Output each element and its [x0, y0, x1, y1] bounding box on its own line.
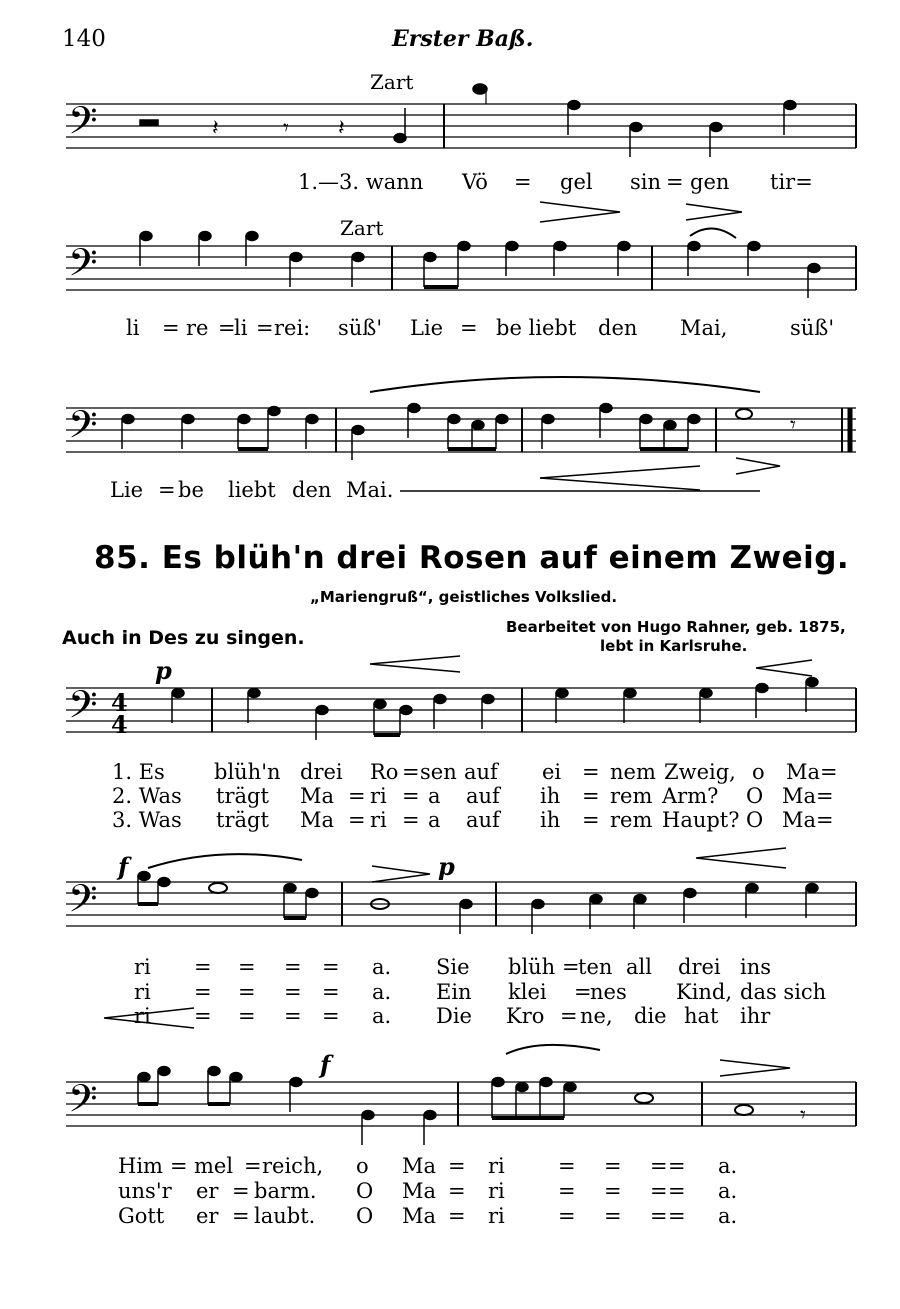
- dynamic-mark: f: [320, 1050, 331, 1079]
- svg-text:4: 4: [111, 688, 128, 717]
- arranger-credit: Bearbeitet von Hugo Rahner, geb. 1875,: [506, 618, 846, 636]
- verse-line: ri = = = = a. Die Kro = ne, die hat ihr: [134, 1004, 771, 1028]
- dynamic-mark: f: [118, 852, 129, 881]
- lyrics-system-2: li = re = li = rei: süß' Lie = be liebt den Mai, süß': [126, 316, 835, 340]
- staff-1: [66, 104, 856, 148]
- song-subtitle: „Mariengruß“, geistliches Volkslied.: [310, 588, 618, 606]
- verse-line: 1. Es blüh'n drei Ro = sen auf ei = nem Zweig, o Ma=: [112, 760, 838, 784]
- svg-text:𝄾: 𝄾: [790, 413, 796, 438]
- dynamic-mark: p: [438, 852, 455, 881]
- bass-clef-icon: 𝄢: [68, 240, 98, 294]
- bass-clef-icon: 𝄢: [68, 1076, 98, 1130]
- tempo-mark: Zart: [340, 216, 384, 240]
- svg-text:𝄽: 𝄽: [338, 116, 345, 141]
- staff-2: [66, 246, 856, 290]
- bass-clef-icon: 𝄢: [68, 402, 98, 456]
- verse-line: 2. Was trägt Ma = ri = a auf ih = rem Arm? O Ma=: [112, 784, 834, 808]
- rest-icon: [140, 120, 158, 125]
- verse-line: Gott er = laubt. O Ma = ri = = = = a.: [118, 1204, 738, 1228]
- bass-clef-icon: 𝄢: [68, 682, 98, 736]
- song-title: 85. Es blüh'n drei Rosen auf einem Zweig.: [94, 540, 850, 576]
- verse-line: uns'r er = barm. O Ma = ri = = = = a.: [118, 1179, 738, 1203]
- bass-clef-icon: 𝄢: [68, 876, 98, 930]
- verse-line: ri = = = = a. Ein klei = nes Kind, das sich: [134, 980, 827, 1004]
- svg-text:𝄾: 𝄾: [283, 116, 289, 141]
- tempo-mark: Zart: [370, 70, 414, 94]
- bass-clef-icon: 𝄢: [68, 98, 98, 152]
- arranger-location: lebt in Karlsruhe.: [600, 637, 748, 655]
- verse-line: Him = mel = reich, o Ma = ri = = = = a.: [118, 1154, 738, 1178]
- svg-text:𝄽: 𝄽: [212, 116, 219, 141]
- staff-6: [66, 1082, 856, 1126]
- lyrics-system-1: 1.—3. wann Vö = gel sin = gen tir=: [298, 170, 813, 194]
- staff-4: [66, 688, 856, 732]
- part-header: Erster Baß.: [392, 26, 534, 52]
- page-number: 140: [62, 26, 106, 52]
- svg-text:𝄾: 𝄾: [800, 1103, 806, 1128]
- svg-text:4: 4: [111, 710, 128, 739]
- verse-line: ri = = = = a. Sie blüh = ten all drei ins: [134, 955, 772, 979]
- verse-line: 3. Was trägt Ma = ri = a auf ih = rem Haupt? O Ma=: [112, 808, 834, 832]
- dynamic-mark: p: [155, 656, 172, 685]
- performance-note: Auch in Des zu singen.: [62, 627, 305, 649]
- lyrics-system-3: Lie = be liebt den Mai.: [110, 478, 394, 502]
